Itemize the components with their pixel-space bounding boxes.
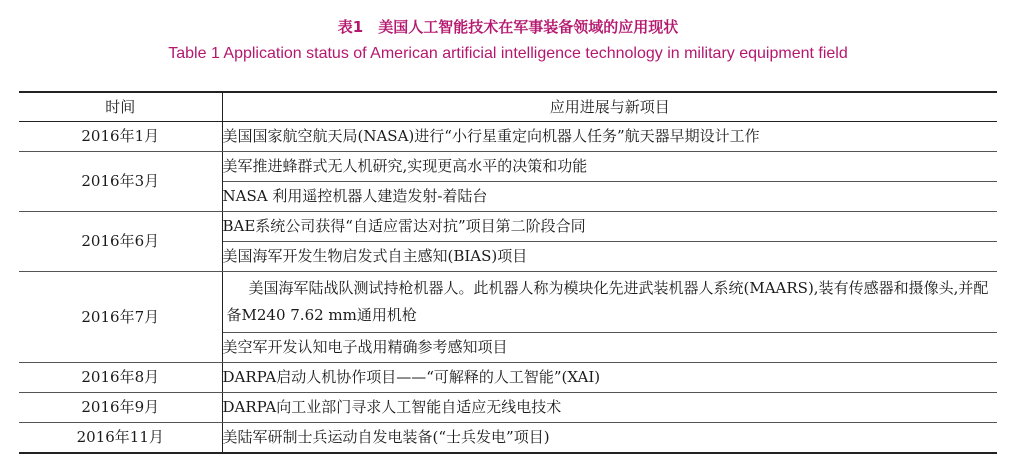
application-status-table: [19, 91, 997, 454]
header-desc: 应用进展与新项目: [222, 92, 997, 122]
time-cell: 2016年11月: [19, 423, 222, 454]
table-row: [19, 212, 997, 242]
table-header-row: [19, 92, 997, 122]
header-time: 时间: [19, 92, 222, 122]
time-cell: 2016年9月: [19, 393, 222, 423]
time-cell: 2016年8月: [19, 363, 222, 393]
table-row: [19, 272, 997, 333]
table-title-en: Table 1 Application status of American artificial intelligence technology in military equipment field: [168, 45, 848, 62]
desc-cell: NASA 利用遥控机器人建造发射-着陆台: [222, 182, 997, 212]
time-cell: 2016年6月: [19, 212, 222, 272]
table-row: [19, 393, 997, 423]
desc-cell: 美国国家航空航天局(NASA)进行“小行星重定向机器人任务”航天器早期设计工作: [222, 122, 997, 152]
desc-cell: 美国海军陆战队测试持枪机器人。此机器人称为模块化先进武装机器人系统(MAARS),装有传感器和摄像头,并配备M240 7.62 mm通用机枪: [222, 272, 997, 333]
desc-cell: DARPA启动人机协作项目——“可解释的人工智能”(XAI): [222, 363, 997, 393]
time-cell: 2016年1月: [19, 122, 222, 152]
table-row: [19, 152, 997, 182]
desc-cell: 美国海军开发生物启发式自主感知(BIAS)项目: [222, 242, 997, 272]
desc-cell: 美陆军研制士兵运动自发电装备(“士兵发电”项目): [222, 423, 997, 454]
time-cell: 2016年3月: [19, 152, 222, 212]
table-row: [19, 363, 997, 393]
desc-cell: DARPA向工业部门寻求人工智能自适应无线电技术: [222, 393, 997, 423]
time-cell: 2016年7月: [19, 272, 222, 363]
desc-cell: 美空军开发认知电子战用精确参考感知项目: [222, 333, 997, 363]
table-title-cn: 表1 美国人工智能技术在军事装备领域的应用现状: [337, 18, 679, 36]
desc-cell: 美军推进蜂群式无人机研究,实现更高水平的决策和功能: [222, 152, 997, 182]
table-row: [19, 423, 997, 454]
table-row: [19, 122, 997, 152]
desc-cell: BAE系统公司获得“自适应雷达对抗”项目第二阶段合同: [222, 212, 997, 242]
